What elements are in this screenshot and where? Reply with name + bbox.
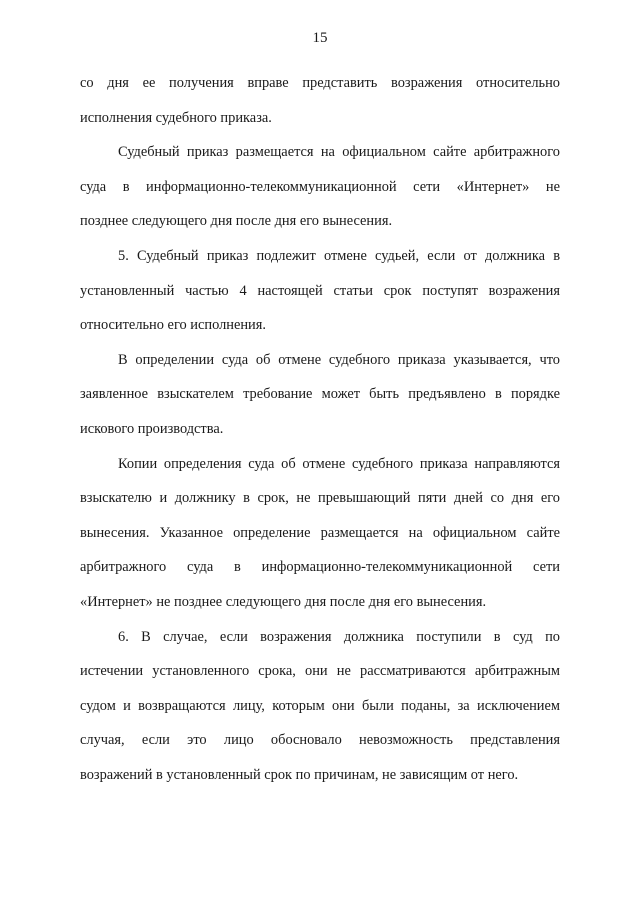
text-line: арбитражного суда в информационно-телекоммуникационной сети (80, 559, 560, 576)
text-line: Копии определения суда об отмене судебного приказа направляются (118, 455, 560, 472)
paragraph-4 (80, 343, 560, 447)
text-line: случая, если это лицо обосновало невозможность представления (80, 732, 560, 749)
text-line: суда в информационно-телекоммуникационной сети «Интернет» не (80, 178, 560, 195)
paragraph-2 (80, 135, 560, 239)
text-line: заявленное взыскателем требование может быть предъявлено в порядке (80, 386, 560, 403)
text-line: «Интернет» не позднее следующего дня после дня его вынесения. (80, 593, 487, 610)
text-line: взыскателю и должнику в срок, не превышающий пяти дней со дня его (80, 490, 560, 507)
page-number: 15 (312, 30, 328, 46)
text-line: вынесения. Указанное определение размещается на официальном сайте (80, 524, 560, 541)
paragraph-3 (80, 239, 560, 343)
text-line: установленный частью 4 настоящей статьи срок поступят возражения (80, 282, 560, 299)
text-line: исполнения судебного приказа. (80, 109, 272, 126)
paragraph-1 (80, 66, 560, 135)
text-line: В определении суда об отмене судебного приказа указывается, что (118, 351, 560, 368)
text-line: Судебный приказ размещается на официальном сайте арбитражного (118, 144, 560, 161)
text-line: 5. Судебный приказ подлежит отмене судьей, если от должника в (118, 247, 560, 264)
text-line: относительно его исполнения. (80, 317, 266, 334)
document-body (80, 66, 560, 792)
paragraph-5 (80, 447, 560, 620)
text-line: позднее следующего дня после дня его вынесения. (80, 213, 393, 230)
text-line: судом и возвращаются лицу, которым они были поданы, за исключением (80, 697, 560, 714)
text-line: 6. В случае, если возражения должника поступили в суд по (118, 628, 560, 645)
text-line: возражений в установленный срок по причинам, не зависящим от него. (80, 766, 519, 783)
paragraph-6 (80, 620, 560, 793)
text-line: истечении установленного срока, они не рассматриваются арбитражным (80, 663, 560, 680)
text-line: со дня ее получения вправе представить возражения относительно (80, 75, 560, 91)
text-line: искового производства. (80, 420, 224, 437)
